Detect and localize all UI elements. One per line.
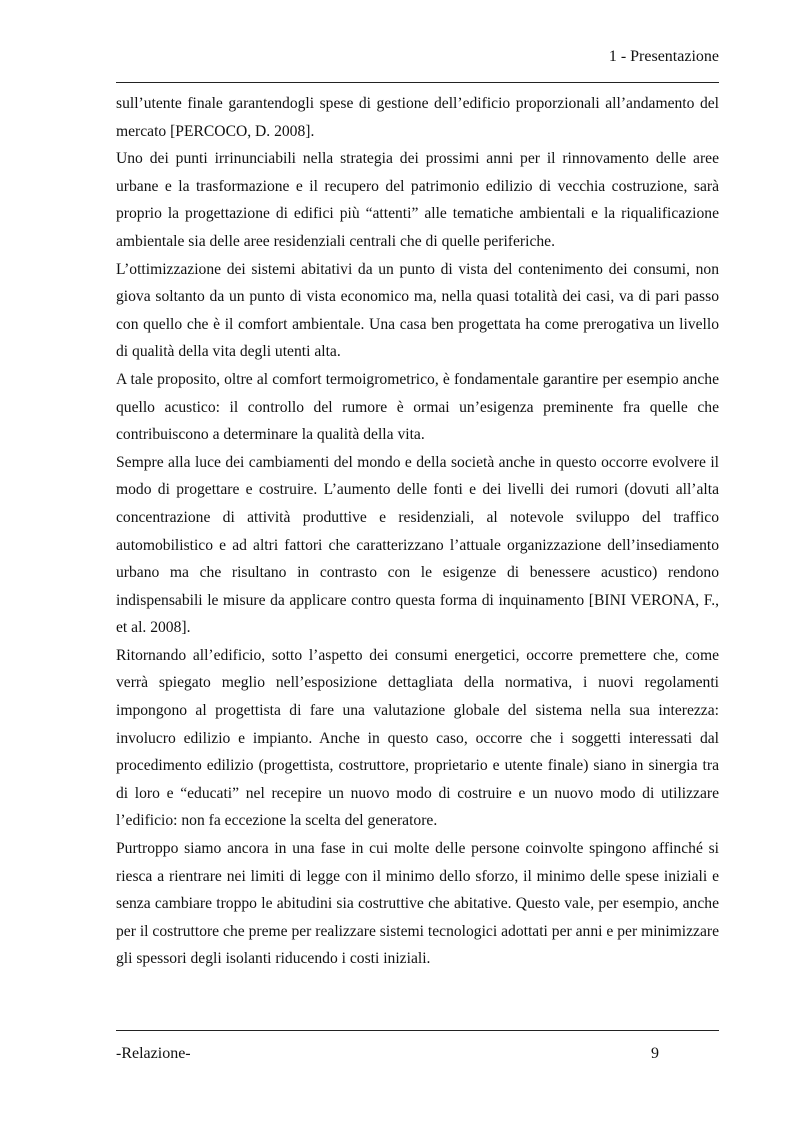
paragraph: sull’utente finale garantendogli spese di gestione dell’edificio proporzionali all’andamento del mercato [PERCOCO, D. 2008]. [116, 95, 719, 140]
header-divider [116, 82, 719, 83]
paragraph: L’ottimizzazione dei sistemi abitativi da un punto di vista del contenimento dei consumi, non giova soltanto da un punto di vista economico ma, nella quasi totalità dei casi, va di pari passo con quello che è il comfort ambientale. Una casa ben progettata ha come prerogativa un livello di qualità della vita degli utenti alta. [116, 260, 719, 361]
paragraph: Ritornando all’edificio, sotto l’aspetto dei consumi energetici, occorre premettere che, come verrà spiegato meglio nell’esposizione dettagliata della normativa, i nuovi regolamenti impongono al progettista di fare una valutazione globale del sistema nella sua interezza: involucro edilizio e impianto. Anche in questo caso, occorre che i soggetti interessati dal procedimento edilizio (progettista, costruttore, proprietario e utente finale) siano in sinergia tra di loro e “educati” nel recepire un nuovo modo di costruire e un nuovo modo di utilizzare l’edificio: non fa eccezione la scelta del generatore. [116, 646, 719, 830]
paragraph: Sempre alla luce dei cambiamenti del mondo e della società anche in questo occorre evolvere il modo di progettare e costruire. L’aumento delle fonti e dei livelli dei rumori (dovuti all’alta concentrazione di attività produttive e residenziali, al notevole sviluppo del traffico automobilistico e ad altri fattori che caratterizzano l’attuale organizzazione dell’insediamento urbano ma che risultano in contrasto con le esigenze di benessere acustico) rendono indispensabili le misure da applicare contro questa forma di inquinamento [BINI VERONA, F., et al. 2008]. [116, 453, 719, 637]
paragraph: Uno dei punti irrinunciabili nella strategia dei prossimi anni per il rinnovamento delle aree urbane e la trasformazione e il recupero del patrimonio edilizio di vecchia costruzione, sarà proprio la progettazione di edifici più “attenti” alle tematiche ambientali e la riqualificazione ambientale sia delle aree residenziali centrali che di quelle periferiche. [116, 150, 719, 250]
paragraph: A tale proposito, oltre al comfort termoigrometrico, è fondamentale garantire per esempio anche quello acustico: il controllo del rumore è ormai un’esigenza preminente fra quelle che contribuiscono a determinare la qualità della vita. [116, 370, 719, 444]
chapter-title: 1 - Presentazione [608, 48, 719, 65]
footer-divider [116, 1030, 719, 1031]
paragraph: Purtroppo siamo ancora in una fase in cui molte delle persone coinvolte spingono affinché si riesca a rientrare nei limiti di legge con il minimo dello sforzo, il minimo delle spese iniziali e senza cambiare troppo le abitudini sia costruttive che abitative. Questo vale, per esempio, anche per il costruttore che preme per realizzare sistemi tecnologici adottati per anni e per minimizzare gli spessori degli isolanti riducendo i costi iniziali. [116, 840, 719, 968]
page-footer [116, 1043, 659, 1065]
page-number: 9 [651, 1045, 659, 1062]
footer-section-label: -Relazione- [116, 1045, 191, 1062]
page-header [116, 46, 719, 68]
body-text [116, 90, 719, 973]
